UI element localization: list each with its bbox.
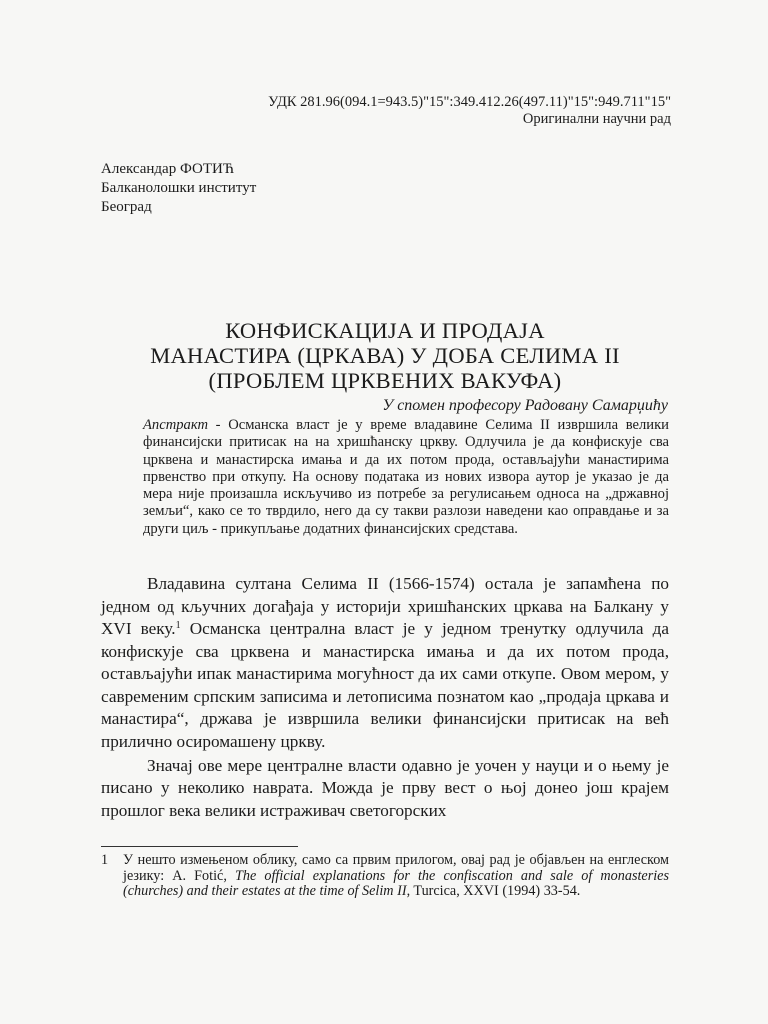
author-block [101,160,256,217]
abstract [143,417,669,538]
author-name: Александар ФОТИЋ [101,161,234,177]
footnote-text [123,853,669,900]
body-text [101,573,669,822]
footnote-number: 1 [101,852,109,868]
abstract-text: - Османска власт је у време владавине Селима II извршила велики финансијски притисак на на хришћанску цркву. Одлучила је да конфискује сва црквена и манастирска имања и да их потом прода, остављајући манастирима првенство при откупу. На основу података из нових извора аутор је указао је да мера није произашла искључиво из потребе за регулисањем односа на „државној земљи“, како се то тврдило, него да су такви разлози наведени као оправдање и за други циљ - прикупљање додатних финансијских средстава. [143,417,669,537]
dedication: У спомен професору Радовану Самарџићу [382,397,668,414]
footnote-cited-title: The official explanations for the confiscation and sale of monasteries (churches) and their estates at the time of Selim II [123,867,669,900]
paragraph-1-part-b: Османска централна власт је у једном тренутку одлучила да конфискује сва црквена и манастирска имања и да их потом прода, остављајући ипак манастирима могућност да их сами откупе. Овом мером, у савременим српским записима и летописима познатом као „продаја цркава и манастира“, држава је извршила велики финансијски притисак на већ прилично осиромашену цркву. [101,619,670,751]
paragraph-1 [101,573,669,753]
author-institute: Балканолошки институт [101,180,257,196]
paragraph-2: Значај ове мере централне власти одавно је уочен у науци и о њему је писано у неколико наврата. Можда је прву вест о њој донео још крајем прошлог века велики истраживач светогорских [101,755,669,820]
abstract-label: Апстракт [143,417,208,433]
footnote-text-b: , Turcica, XXVI (1994) 33-54. [406,883,581,900]
paragraph-1-part-a: Владавина султана Селима II (1566-1574) остала је запамћена по једном од кључних догађаја у историји хришћанских цркава на Балкану у XVI веку. [101,574,669,638]
title-line-2: МАНАСТИРА (ЦРКАВА) У ДОБА СЕЛИМА II [150,343,620,368]
footnote-divider [101,846,298,847]
footnote-text-a: У нешто измењеном облику, само са првим прилогом, овај рад је објављен на енглеском језику: A. Fotić, [123,852,669,884]
author-city: Београд [101,199,152,215]
footnote-ref: 1 [175,620,181,631]
title-line-3: (ПРОБЛЕМ ЦРКВЕНИХ ВАКУФА) [208,368,562,393]
paper-title [100,318,670,393]
paper-header [268,94,671,128]
udk-code: УДК 281.96(094.1=943.5)"15":349.412.26(497.11)"15":949.711"15" [268,94,671,110]
title-line-1: КОНФИСКАЦИЈА И ПРОДАЈА [225,318,545,343]
footnote [101,853,669,900]
paper-type: Оригинални научни рад [522,111,671,127]
